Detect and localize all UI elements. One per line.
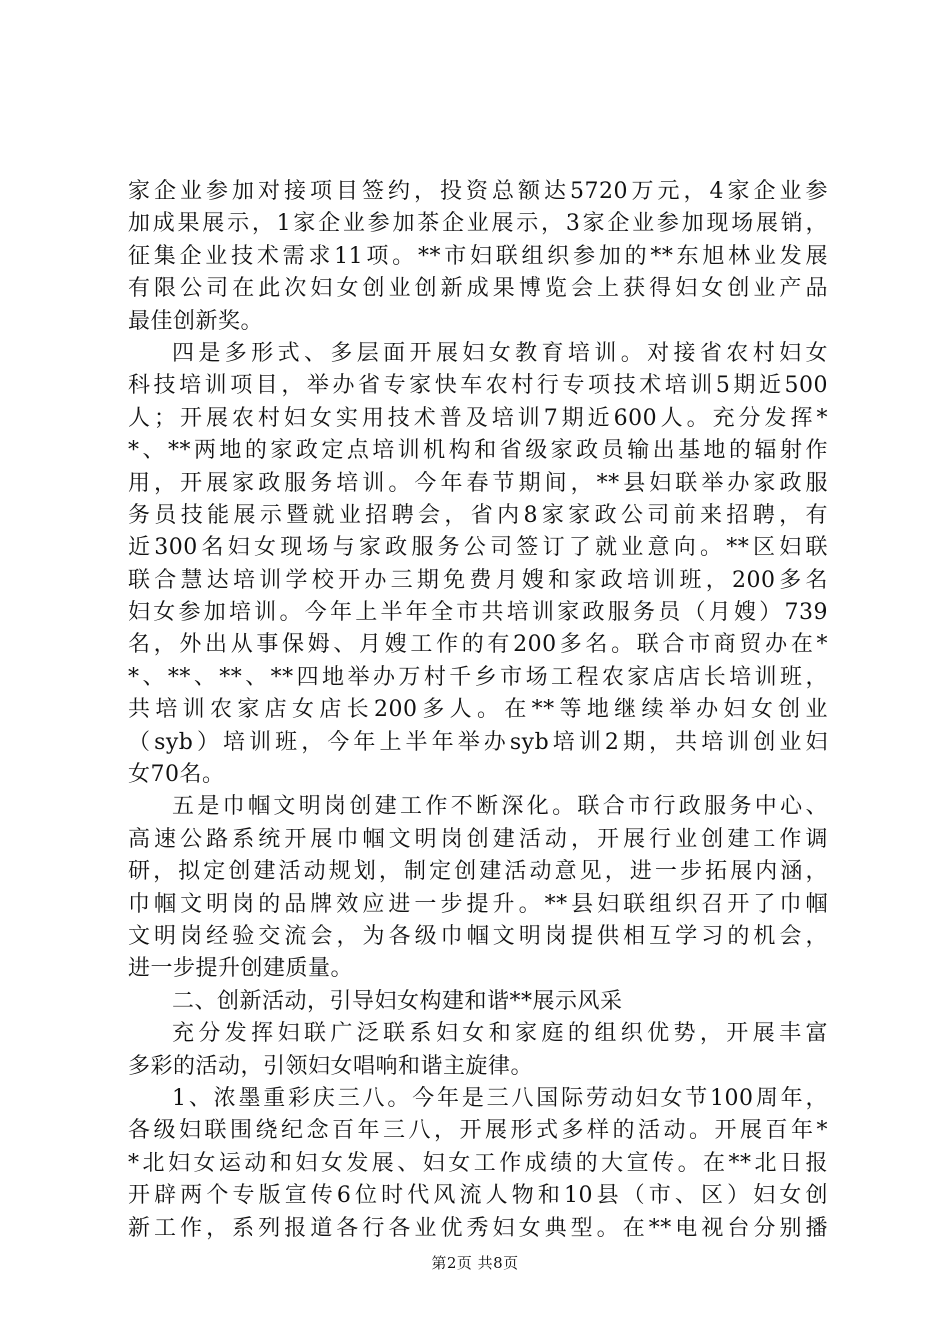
text-line: 用，开展家政服务培训。今年春节期间，**县妇联举办家政服 <box>128 470 828 496</box>
text-line: 务员技能展示暨就业招聘会，省内8家家政公司前来招聘，有 <box>128 502 828 528</box>
document-body <box>128 176 828 1245</box>
text-line: 人；开展农村妇女实用技术普及培训7期近600人。充分发挥* <box>128 405 828 431</box>
text-line: 近300名妇女现场与家政服务公司签订了就业意向。**区妇联 <box>128 535 828 561</box>
text-line: 多彩的活动，引领妇女唱响和谐主旋律。 <box>128 1053 534 1079</box>
text-line: 研，拟定创建活动规划，制定创建活动意见，进一步拓展内涵， <box>128 859 828 885</box>
text-line: 高速公路系统开展巾帼文明岗创建活动，开展行业创建工作调 <box>128 826 828 852</box>
text-line: 共培训农家店女店长200多人。在**等地继续举办妇女创业 <box>128 697 828 723</box>
section-heading <box>128 986 828 1018</box>
text-line: 四是多形式、多层面开展妇女教育培训。对接省农村妇女 <box>172 340 828 366</box>
text-line: 女70名。 <box>128 762 225 788</box>
page-footer: 第2页 共8页 <box>431 1254 519 1272</box>
text-line: 充分发挥妇联广泛联系妇女和家庭的组织优势，开展丰富 <box>172 1021 828 1047</box>
paragraph <box>128 176 828 338</box>
text-line: 加成果展示，1家企业参加茶企业展示，3家企业参加现场展销， <box>128 211 828 237</box>
text-line: *、**、**、**四地举办万村千乡市场工程农家店店长培训班， <box>128 664 828 690</box>
paragraph <box>128 791 828 985</box>
text-line: *北妇女运动和妇女发展、妇女工作成绩的大宣传。在**北日报 <box>128 1150 828 1176</box>
text-line: 征集企业技术需求11项。**市妇联组织参加的**东旭林业发展 <box>128 243 828 269</box>
text-line: 开辟两个专版宣传6位时代风流人物和10县（市、区）妇女创 <box>128 1183 828 1209</box>
text-line: 五是巾帼文明岗创建工作不断深化。联合市行政服务中心、 <box>172 794 828 820</box>
text-line: 家企业参加对接项目签约，投资总额达5720万元，4家企业参 <box>128 179 828 204</box>
paragraph <box>128 338 828 791</box>
text-line: 文明岗经验交流会，为各级巾帼文明岗提供相互学习的机会， <box>128 923 828 949</box>
text-line: 二、创新活动，引导妇女构建和谐**展示风采 <box>172 988 623 1014</box>
text-line: 1、浓墨重彩庆三八。今年是三八国际劳动妇女节100周年， <box>172 1085 828 1111</box>
text-line: 新工作，系列报道各行各业优秀妇女典型。在**电视台分别播 <box>128 1215 828 1241</box>
text-line: 进一步提升创建质量。 <box>128 956 354 982</box>
text-line: （syb）培训班，今年上半年举办syb培训2期，共培训创业妇 <box>128 729 828 755</box>
text-line: 巾帼文明岗的品牌效应进一步提升。**县妇联组织召开了巾帼 <box>128 891 828 917</box>
text-line: 科技培训项目，举办省专家快车农村行专项技术培训5期近500 <box>128 373 828 399</box>
text-line: 名，外出从事保姆、月嫂工作的有200多名。联合市商贸办在* <box>128 632 828 658</box>
text-line: 联合慧达培训学校开办三期免费月嫂和家政培训班，200多名 <box>128 567 828 593</box>
text-line: *、**两地的家政定点培训机构和省级家政员输出基地的辐射作 <box>128 438 828 464</box>
paragraph <box>128 1083 828 1245</box>
text-line: 妇女参加培训。今年上半年全市共培训家政服务员（月嫂）739 <box>128 600 828 626</box>
text-line: 各级妇联围绕纪念百年三八，开展形式多样的活动。开展百年* <box>128 1118 828 1144</box>
paragraph <box>128 1018 828 1083</box>
text-line: 最佳创新奖。 <box>128 308 264 334</box>
text-line: 有限公司在此次妇女创业创新成果博览会上获得妇女创业产品 <box>128 276 828 302</box>
